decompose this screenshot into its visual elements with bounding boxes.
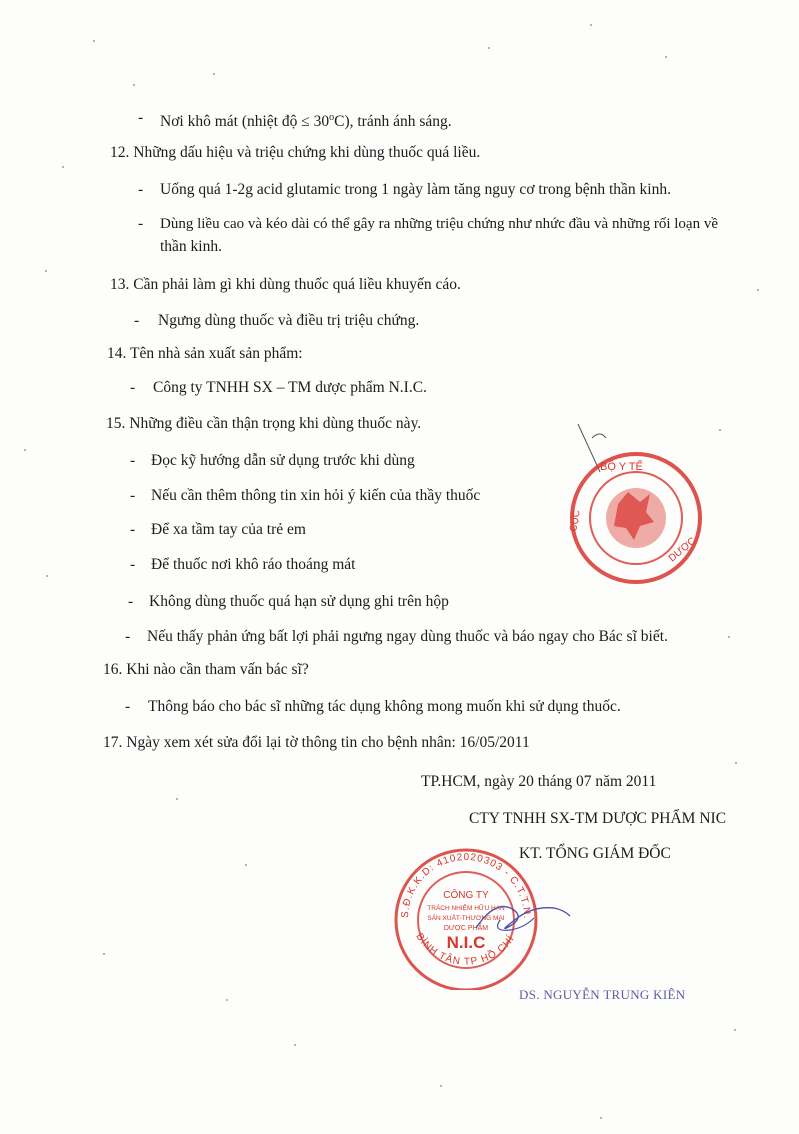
company-stamp-line-1: CÔNG TY (443, 890, 489, 901)
bullet-dash: - (130, 379, 136, 396)
s15-item-1: Đọc kỹ hướng dẫn sử dụng trước khi dùng (151, 452, 415, 469)
ministry-side-left: CỤC (568, 509, 583, 533)
bullet-dash: - (138, 215, 144, 232)
company-stamp (380, 840, 580, 990)
s14-item-1: Công ty TNHH SX – TM dược phẩm N.I.C. (153, 379, 427, 396)
date-line: TP.HCM, ngày 20 tháng 07 năm 2011 (421, 773, 657, 790)
s15-item-5: Không dùng thuốc quá hạn sử dụng ghi trên hộp (149, 593, 449, 610)
company-stamp-line-3: SẢN XUẤT-THƯƠNG MẠI (427, 915, 505, 922)
bullet-dash: - (125, 628, 131, 645)
bullet-dash: - (130, 521, 136, 538)
s15-item-4: Để thuốc nơi khô ráo thoáng mát (151, 556, 356, 573)
ministry-stamp (548, 412, 708, 592)
section-17-title: 17. Ngày xem xét sửa đổi lại tờ thông tin cho bệnh nhân: 16/05/2011 (103, 734, 530, 751)
section-16-title: 16. Khi nào cần tham vấn bác sĩ? (103, 661, 309, 678)
company-stamp-line-5: N.I.C (446, 933, 486, 952)
bullet-dash: - (138, 181, 144, 198)
signer-position: KT. TỔNG GIÁM ĐỐC (519, 845, 671, 862)
ministry-side-right: DƯỢC (666, 535, 699, 565)
s15-item-3: Để xa tầm tay của trẻ em (151, 521, 306, 538)
company-ring-text: S.Đ.K.K.D: 4102020303 - C.T.T.N. (399, 851, 533, 920)
company-stamp-line-4: DƯỢC PHẨM (443, 925, 489, 932)
s12-item-1: Uống quá 1-2g acid glutamic trong 1 ngày làm tăng nguy cơ trong bệnh thần kinh. (160, 181, 671, 198)
s12-item-2-cont: thần kinh. (160, 238, 222, 255)
company-bottom-ring-text: BÌNH TÂN TP HỒ CHÍ (413, 931, 518, 968)
section-14-title: 14. Tên nhà sản xuất sản phẩm: (107, 345, 303, 362)
bullet-dash: - (138, 109, 144, 126)
s13-item-1: Ngưng dùng thuốc và điều trị triệu chứng. (158, 312, 420, 329)
section-15-title: 15. Những điều cần thận trọng khi dùng thuốc này. (106, 415, 422, 432)
bullet-dash: - (125, 698, 131, 715)
bullet-dash: - (130, 487, 136, 504)
bullet-dash: - (130, 556, 136, 573)
company-name: CTY TNHH SX-TM DƯỢC PHẨM NIC (469, 810, 727, 827)
s15-item-2: Nếu cần thêm thông tin xin hỏi ý kiến của thầy thuốc (151, 487, 481, 504)
signer-name: DS. NGUYỄN TRUNG KIÊN (519, 987, 686, 1002)
section-12-title: 12. Những dấu hiệu và triệu chứng khi dùng thuốc quá liều. (110, 144, 481, 161)
bullet-dash: - (134, 312, 140, 329)
bullet-dash: - (130, 452, 136, 469)
s16-item-1: Thông báo cho bác sĩ những tác dụng không mong muốn khi sử dụng thuốc. (148, 698, 621, 715)
company-stamp-line-2: TRÁCH NHIỆM HỮU HẠN (427, 905, 505, 912)
s11-item: Nơi khô mát (nhiệt độ ≤ $30^oC$), tránh ánh sáng. (160, 112, 452, 131)
section-13-title: 13. Cần phải làm gì khi dùng thuốc quá liều khuyến cáo. (110, 276, 461, 293)
s15-item-6: Nếu thấy phản ứng bất lợi phải ngưng ngay dùng thuốc và báo ngay cho Bác sĩ biết. (147, 628, 668, 645)
s12-item-2: Dùng liều cao và kéo dài có thể gây ra những triệu chứng như nhức đầu và những rối loạn về (160, 216, 718, 232)
bullet-dash: - (128, 593, 134, 610)
ministry-ring-text: BỘ Y TẾ (600, 461, 643, 473)
